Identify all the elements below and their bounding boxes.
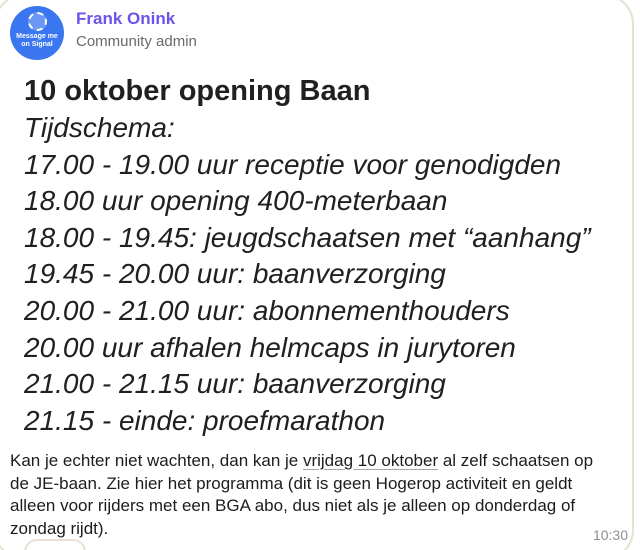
sender-role: Community admin [76,33,197,50]
sender-name: Frank Onink [76,9,176,28]
message-caption [10,450,600,540]
schedule-line: 21.15 - einde: proefmarathon [24,404,386,436]
schedule-line: 20.00 uur afhalen helmcaps in jurytoren [24,331,516,363]
avatar-caption-line1: Message me [16,33,58,40]
schedule-line: 19.45 - 20.00 uur: baanverzorging [24,258,446,290]
schedule-line: 21.00 - 21.15 uur: baanverzorging [24,368,446,400]
schedule-line: 20.00 - 21.00 uur: abonnementhouders [24,294,510,326]
caption-text-before: Kan je echter niet wachten, dan kan je [10,451,303,470]
schedule-line: 18.00 uur opening 400-meterbaan [24,185,448,217]
schedule-line: Tijdschema: [24,112,175,143]
avatar-caption [16,33,58,49]
avatar-caption-line2: on Signal [21,41,53,48]
signal-logo-icon [28,12,47,31]
reaction-pill[interactable] [24,539,86,550]
message-timestamp: 10:30 [592,527,628,543]
caption-date-link[interactable]: vrijdag 10 oktober [302,451,439,470]
schedule-image-attachment[interactable] [24,72,624,439]
caption-text-after: al zelf schaatsen op de JE-baan. Zie hier het programma (dit is geen Hogerop activiteit en geldt alleen voor rijders met een BGA abo, dus niet als je alleen op donderdag of zondag rijdt). [10,451,594,538]
schedule-title: 10 oktober opening Baan [24,75,371,107]
schedule-line: 18.00 - 19.45: jeugdschaatsen met “aanhang” [24,221,591,253]
sender-avatar[interactable] [10,6,64,60]
schedule-line: 17.00 - 19.00 uur receptie voor genodigden [24,148,562,180]
